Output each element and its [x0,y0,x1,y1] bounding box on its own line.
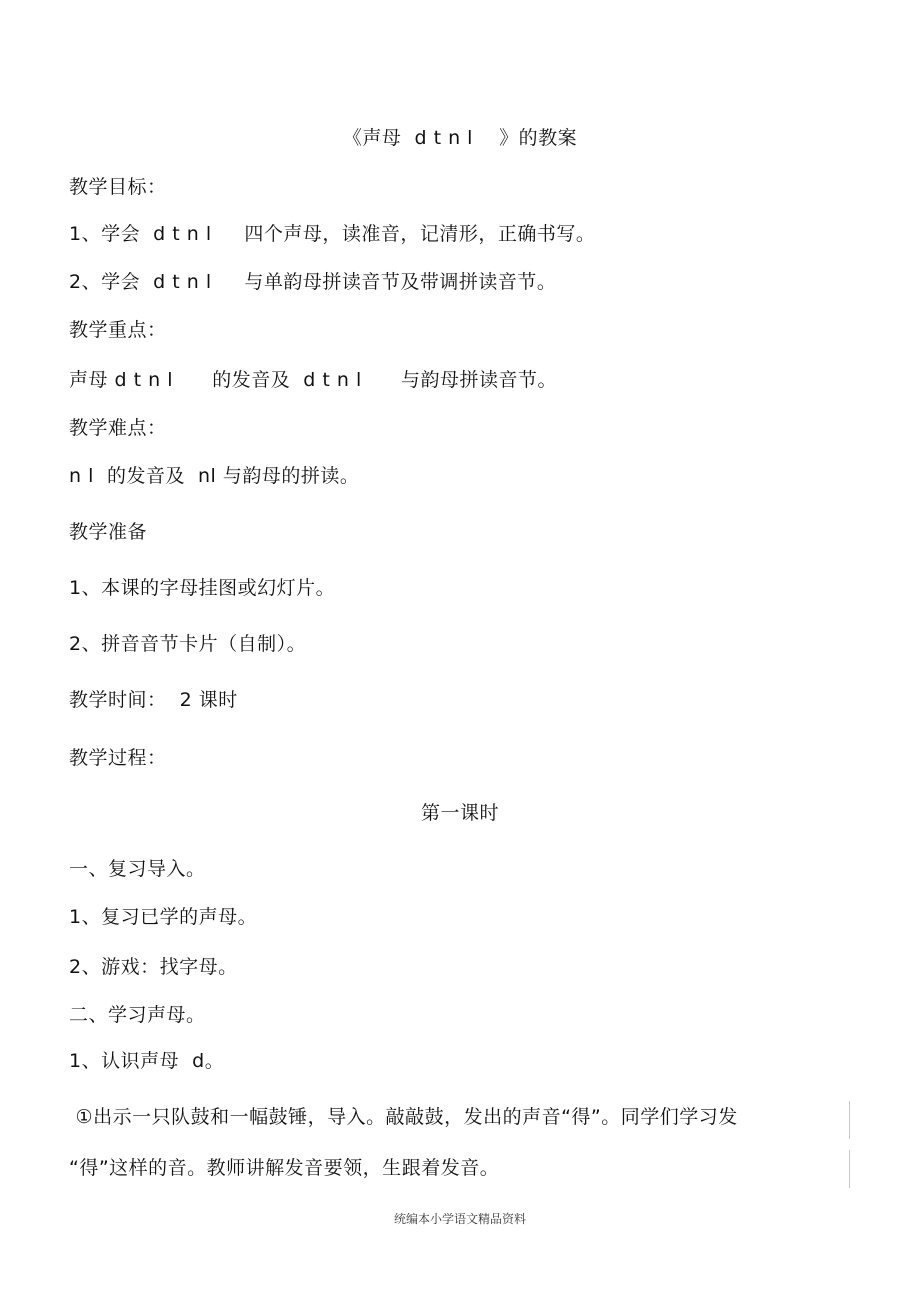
paragraph-drum-line-1: ①出示一只队鼓和一幅鼓锤，导入。敲敲鼓，发出的声音“得”。同学们学习发 [69,1106,738,1128]
objective-item-2: 2、学会 d t n l 与单韵母拼读音节及带调拼读音节。 [69,271,557,293]
step-review-intro: 一、复习导入。 [69,858,206,880]
table-border-right [849,1101,850,1139]
step-review-item-2: 2、游戏：找字母。 [69,956,238,978]
heading-difficulties: 教学难点： [69,417,167,439]
preparation-item-2: 2、拼音音节卡片（自制）。 [69,633,307,655]
teaching-time: 教学时间： 2 课时 [69,689,238,711]
heading-key-points: 教学重点： [69,319,167,341]
paragraph-drum-line-2: “得”这样的音。教师讲解发音要领，生跟着发音。 [69,1157,500,1179]
document-title: 《声母 d t n l 》的教案 [342,127,578,149]
table-border-right-2 [849,1150,850,1188]
heading-preparation: 教学准备 [69,521,148,543]
step-review-item-1: 1、复习已学的声母。 [69,906,258,928]
step-learn-initials: 二、学习声母。 [69,1004,206,1026]
step-learn-item-1: 1、认识声母 d。 [69,1050,225,1072]
heading-teaching-objectives: 教学目标： [69,176,167,198]
page-footer: 统编本小学语文精品资料 [393,1212,526,1226]
difficulties-text: n l 的发音及 nl 与韵母的拼读。 [69,465,360,487]
preparation-item-1: 1、本课的字母挂图或幻灯片。 [69,577,336,599]
objective-item-1: 1、学会 d t n l 四个声母，读准音，记清形，正确书写。 [69,223,596,245]
key-points-text: 声母 d t n l 的发音及 d t n l 与韵母拼读音节。 [69,369,557,391]
section-first-lesson: 第一课时 [420,802,499,824]
heading-teaching-process: 教学过程： [69,747,167,769]
